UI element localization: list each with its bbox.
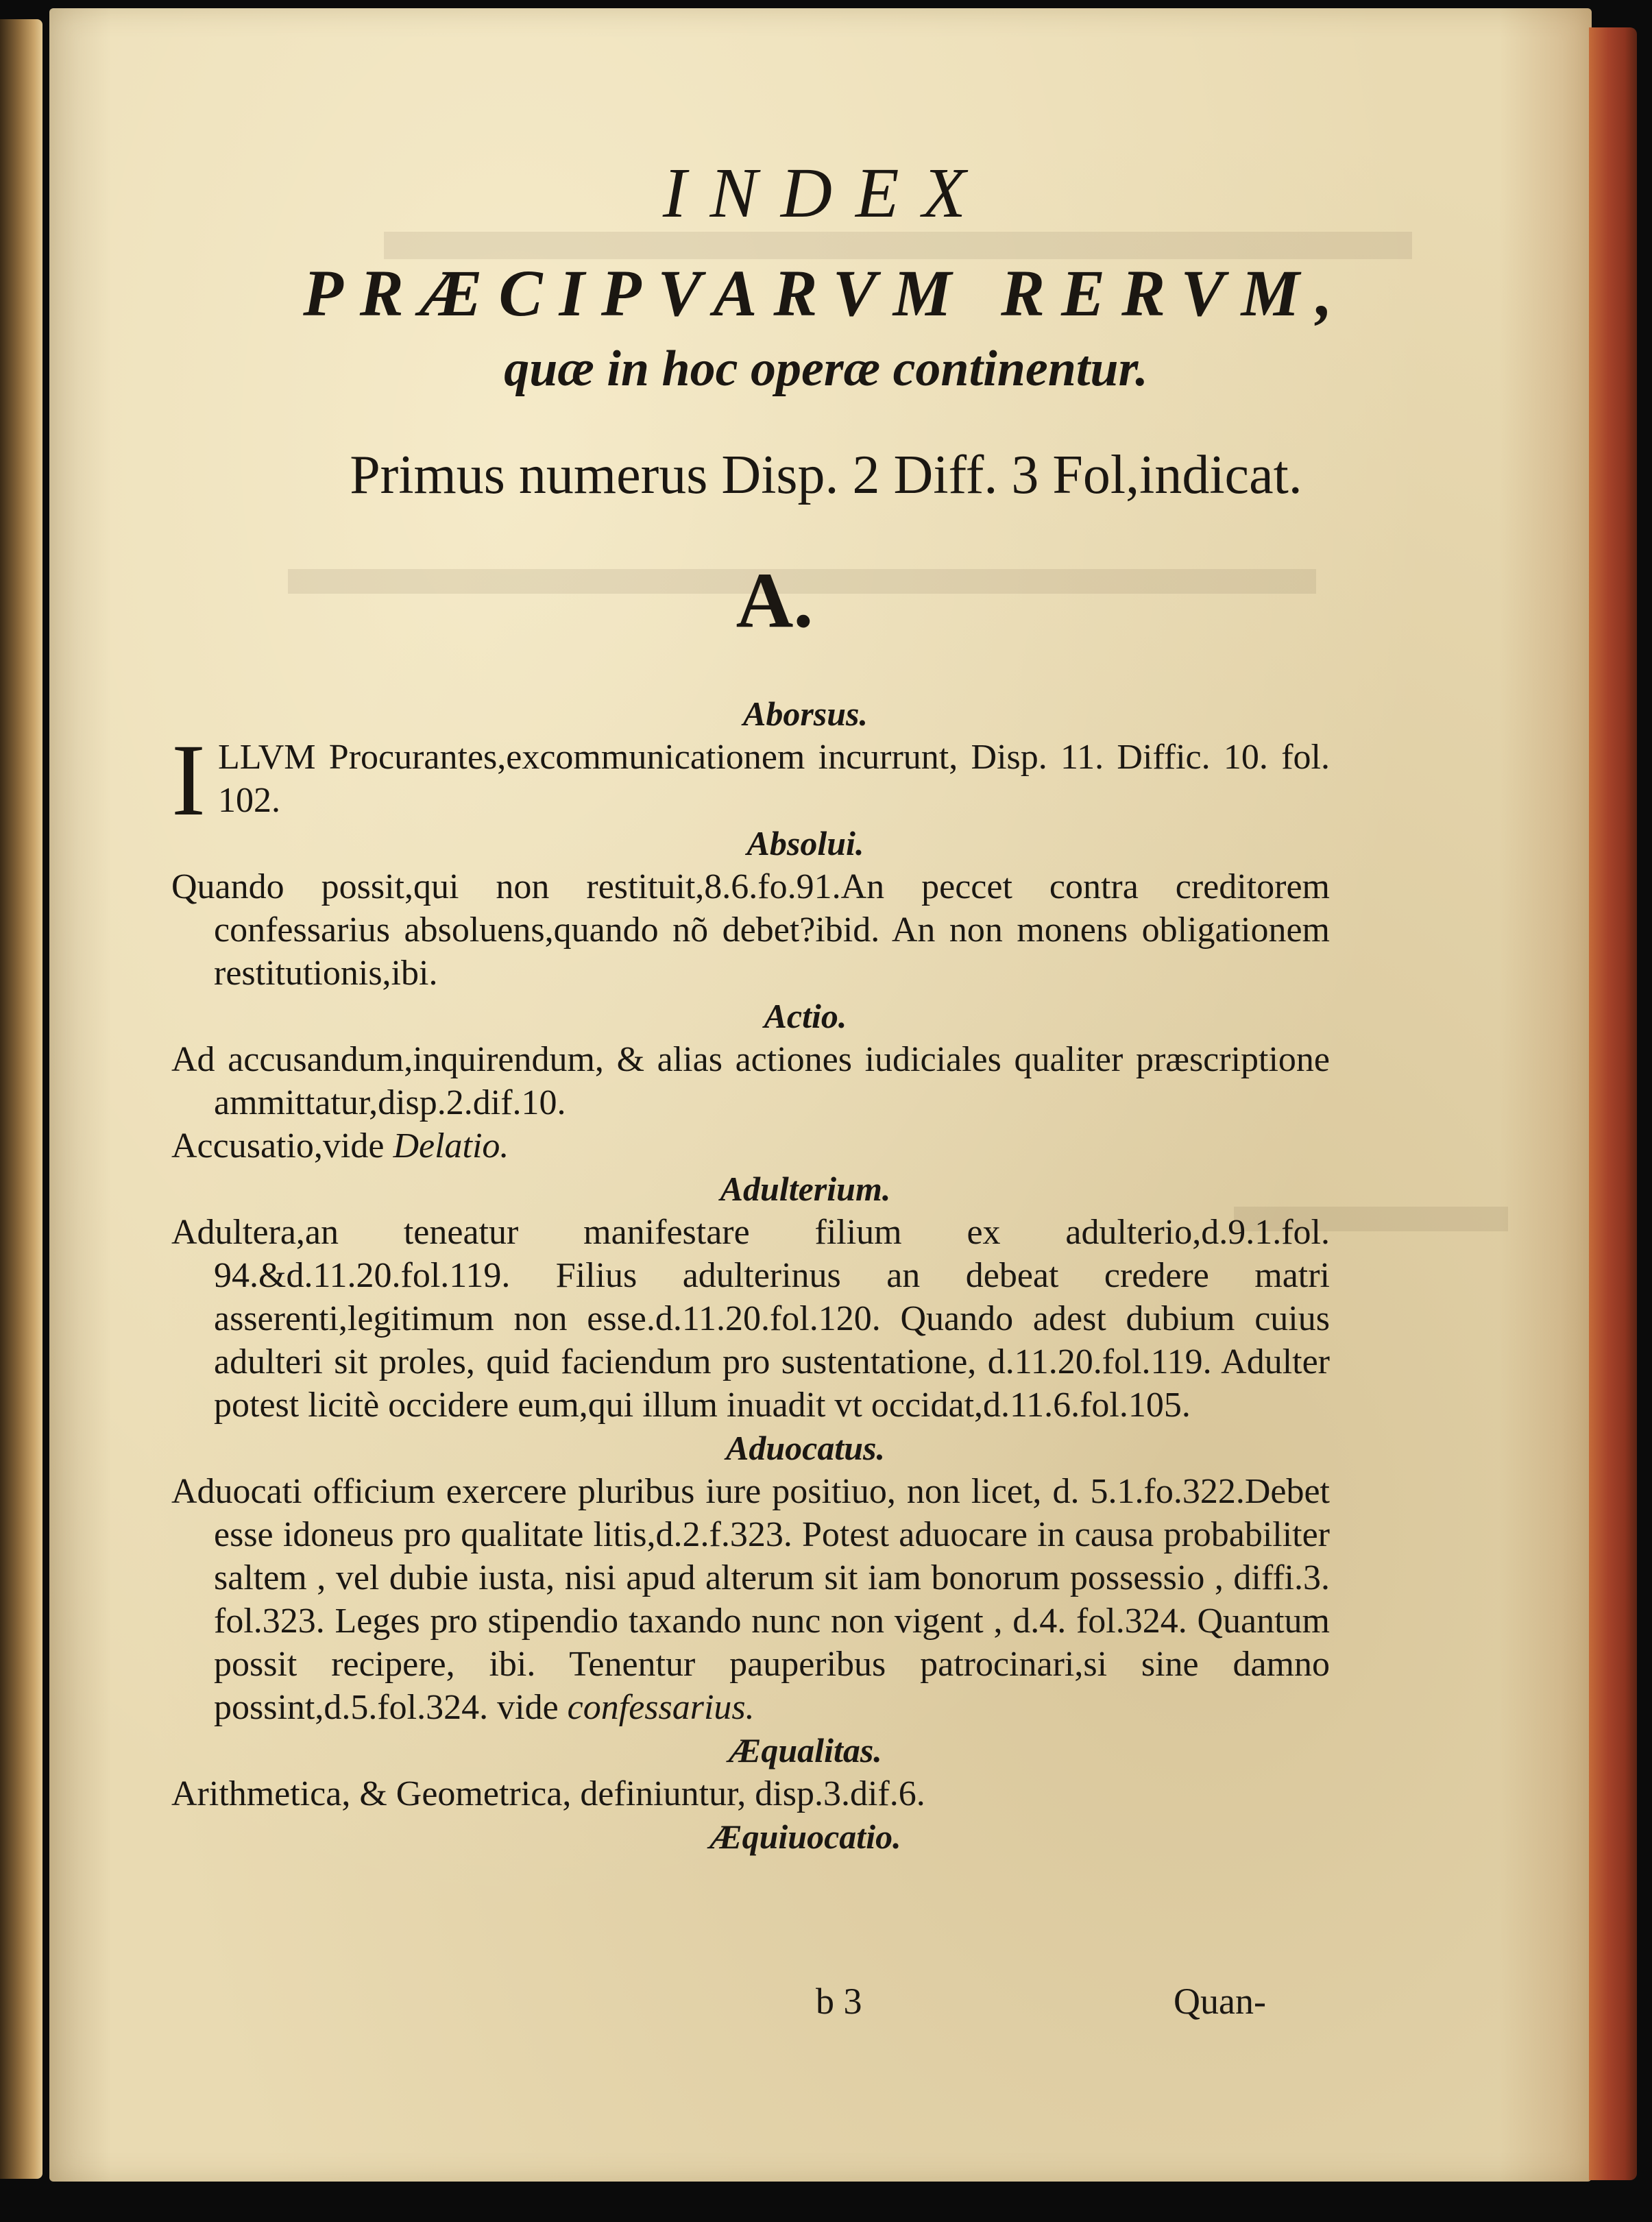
index-entry: Arithmetica, & Geometrica, definiuntur, disp.3.dif.6. [171, 1774, 925, 1813]
drop-cap: I [171, 723, 206, 837]
index-entry: Ad accusandum,inquirendum, & alias actiones iudiciales qualiter præscriptione ammittatur,disp.2.dif.10. [171, 1040, 1330, 1122]
index-entry: Adultera,an teneatur manifestare filium ex adulterio,d.9.1.fol. 94.&d.11.20.fol.119. Filius adulterinus an debeat credere matri asserenti,legitimum non esse.d.11.20.fol.120. Quando adest dubium cuius adulteri sit proles, quid faciendum pro sustentatione, d.11.20.fol.119. Adulter potest licitè occidere eum,qui illum inuadit vt occidat,d.11.6.fol.105. [171, 1213, 1330, 1425]
headword: Æquiuocatio. [709, 1818, 901, 1856]
index-subtitle: PRÆCIPVARVM RERVM, [303, 256, 1349, 330]
index-title: INDEX [662, 154, 990, 232]
entry-text: Aduocati officium exercere pluribus iure positiuo, non licet, d. 5.1.fo.322.Debet esse idoneus pro qualitate litis,d.2.f.323. Potest aduocare in causa probabiliter saltem , vel dubie iusta, nisi apud alterum sit iam bonorum possessio , diffi.3. fol.323. Leges pro stipendio taxando nunc non vigent , d.4. fol.324. Quantum possit recipere, ibi. Tenentur pauperibus patrocinari,si sine damno possint,d.5.fol.324. vide [171, 1472, 1330, 1727]
section-letter: A. [736, 557, 814, 644]
cross-reference: Delatio. [393, 1126, 509, 1166]
entry-text: Accusatio,vide [171, 1126, 393, 1166]
signature-mark: b 3 [816, 1981, 862, 2022]
headword: Actio. [764, 997, 847, 1035]
headword: Absolui. [746, 824, 864, 862]
index-entries [171, 692, 1330, 1859]
entry-text: LLVM Procurantes,excommunicationem incurrunt, Disp. 11. Diffic. 10. fol. 102. [217, 738, 1330, 820]
index-entry: Quando possit,qui non restituit,8.6.fo.91.An peccet contra creditorem confessarius absoluens,quando nõ debet?ibid. An non monens obligationem restitutionis,ibi. [171, 867, 1330, 993]
headword: Adulterium. [720, 1170, 891, 1208]
cross-reference: confessarius. [567, 1688, 755, 1727]
index-entry [171, 723, 1330, 837]
page-footer [0, 1980, 1652, 2035]
index-entry [171, 1470, 1330, 1729]
headword: Æqualitas. [729, 1731, 882, 1770]
catchword: Quan- [1174, 1981, 1266, 2022]
index-entry [171, 1124, 1330, 1168]
headword: Aduocatus. [725, 1429, 885, 1467]
headword: Aborsus. [742, 695, 868, 733]
numbering-note: Primus numerus Disp. 2 Diff. 3 Fol,indicat. [350, 445, 1302, 505]
index-subtitle-line: quæ in hoc operæ continentur. [504, 341, 1148, 397]
